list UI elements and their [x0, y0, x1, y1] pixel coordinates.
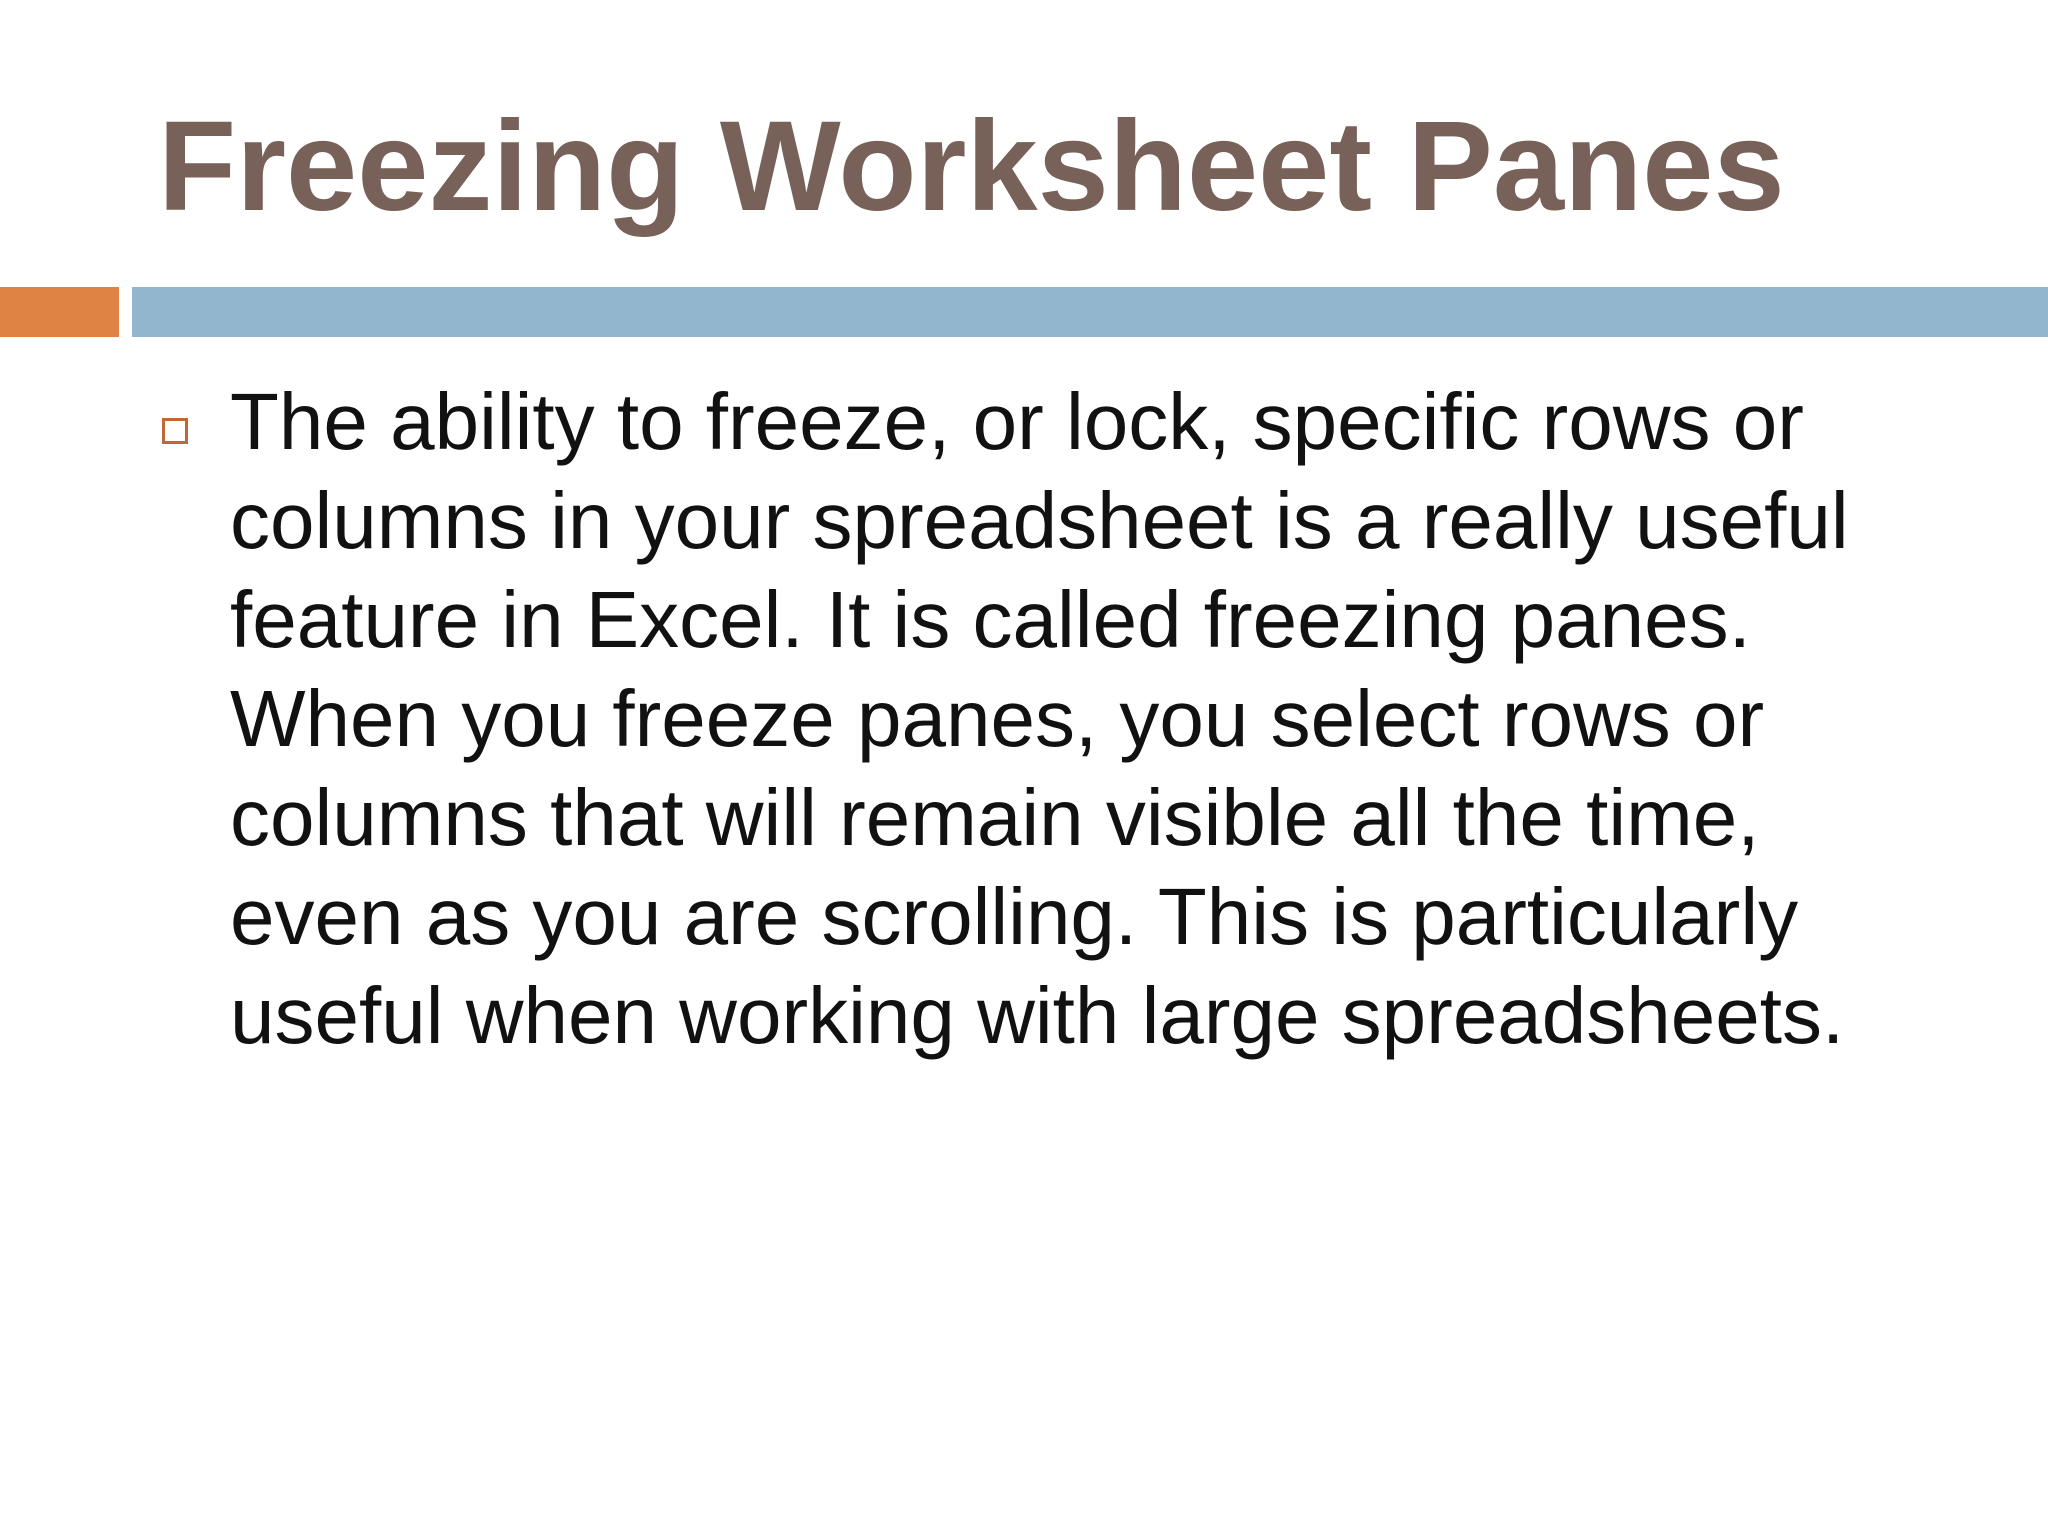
slide-title: Freezing Worksheet Panes — [158, 95, 1785, 238]
hollow-square-icon — [162, 418, 188, 444]
bullet-text: The ability to freeze, or lock, specific rows or columns in your spreadsheet is a really useful feature in Excel. It is called freezing panes. When you freeze panes, you select rows or columns that will remain visible all the time, even as you are scrolling. This is particularly useful when working with large spreadsheets. — [230, 377, 1849, 1060]
